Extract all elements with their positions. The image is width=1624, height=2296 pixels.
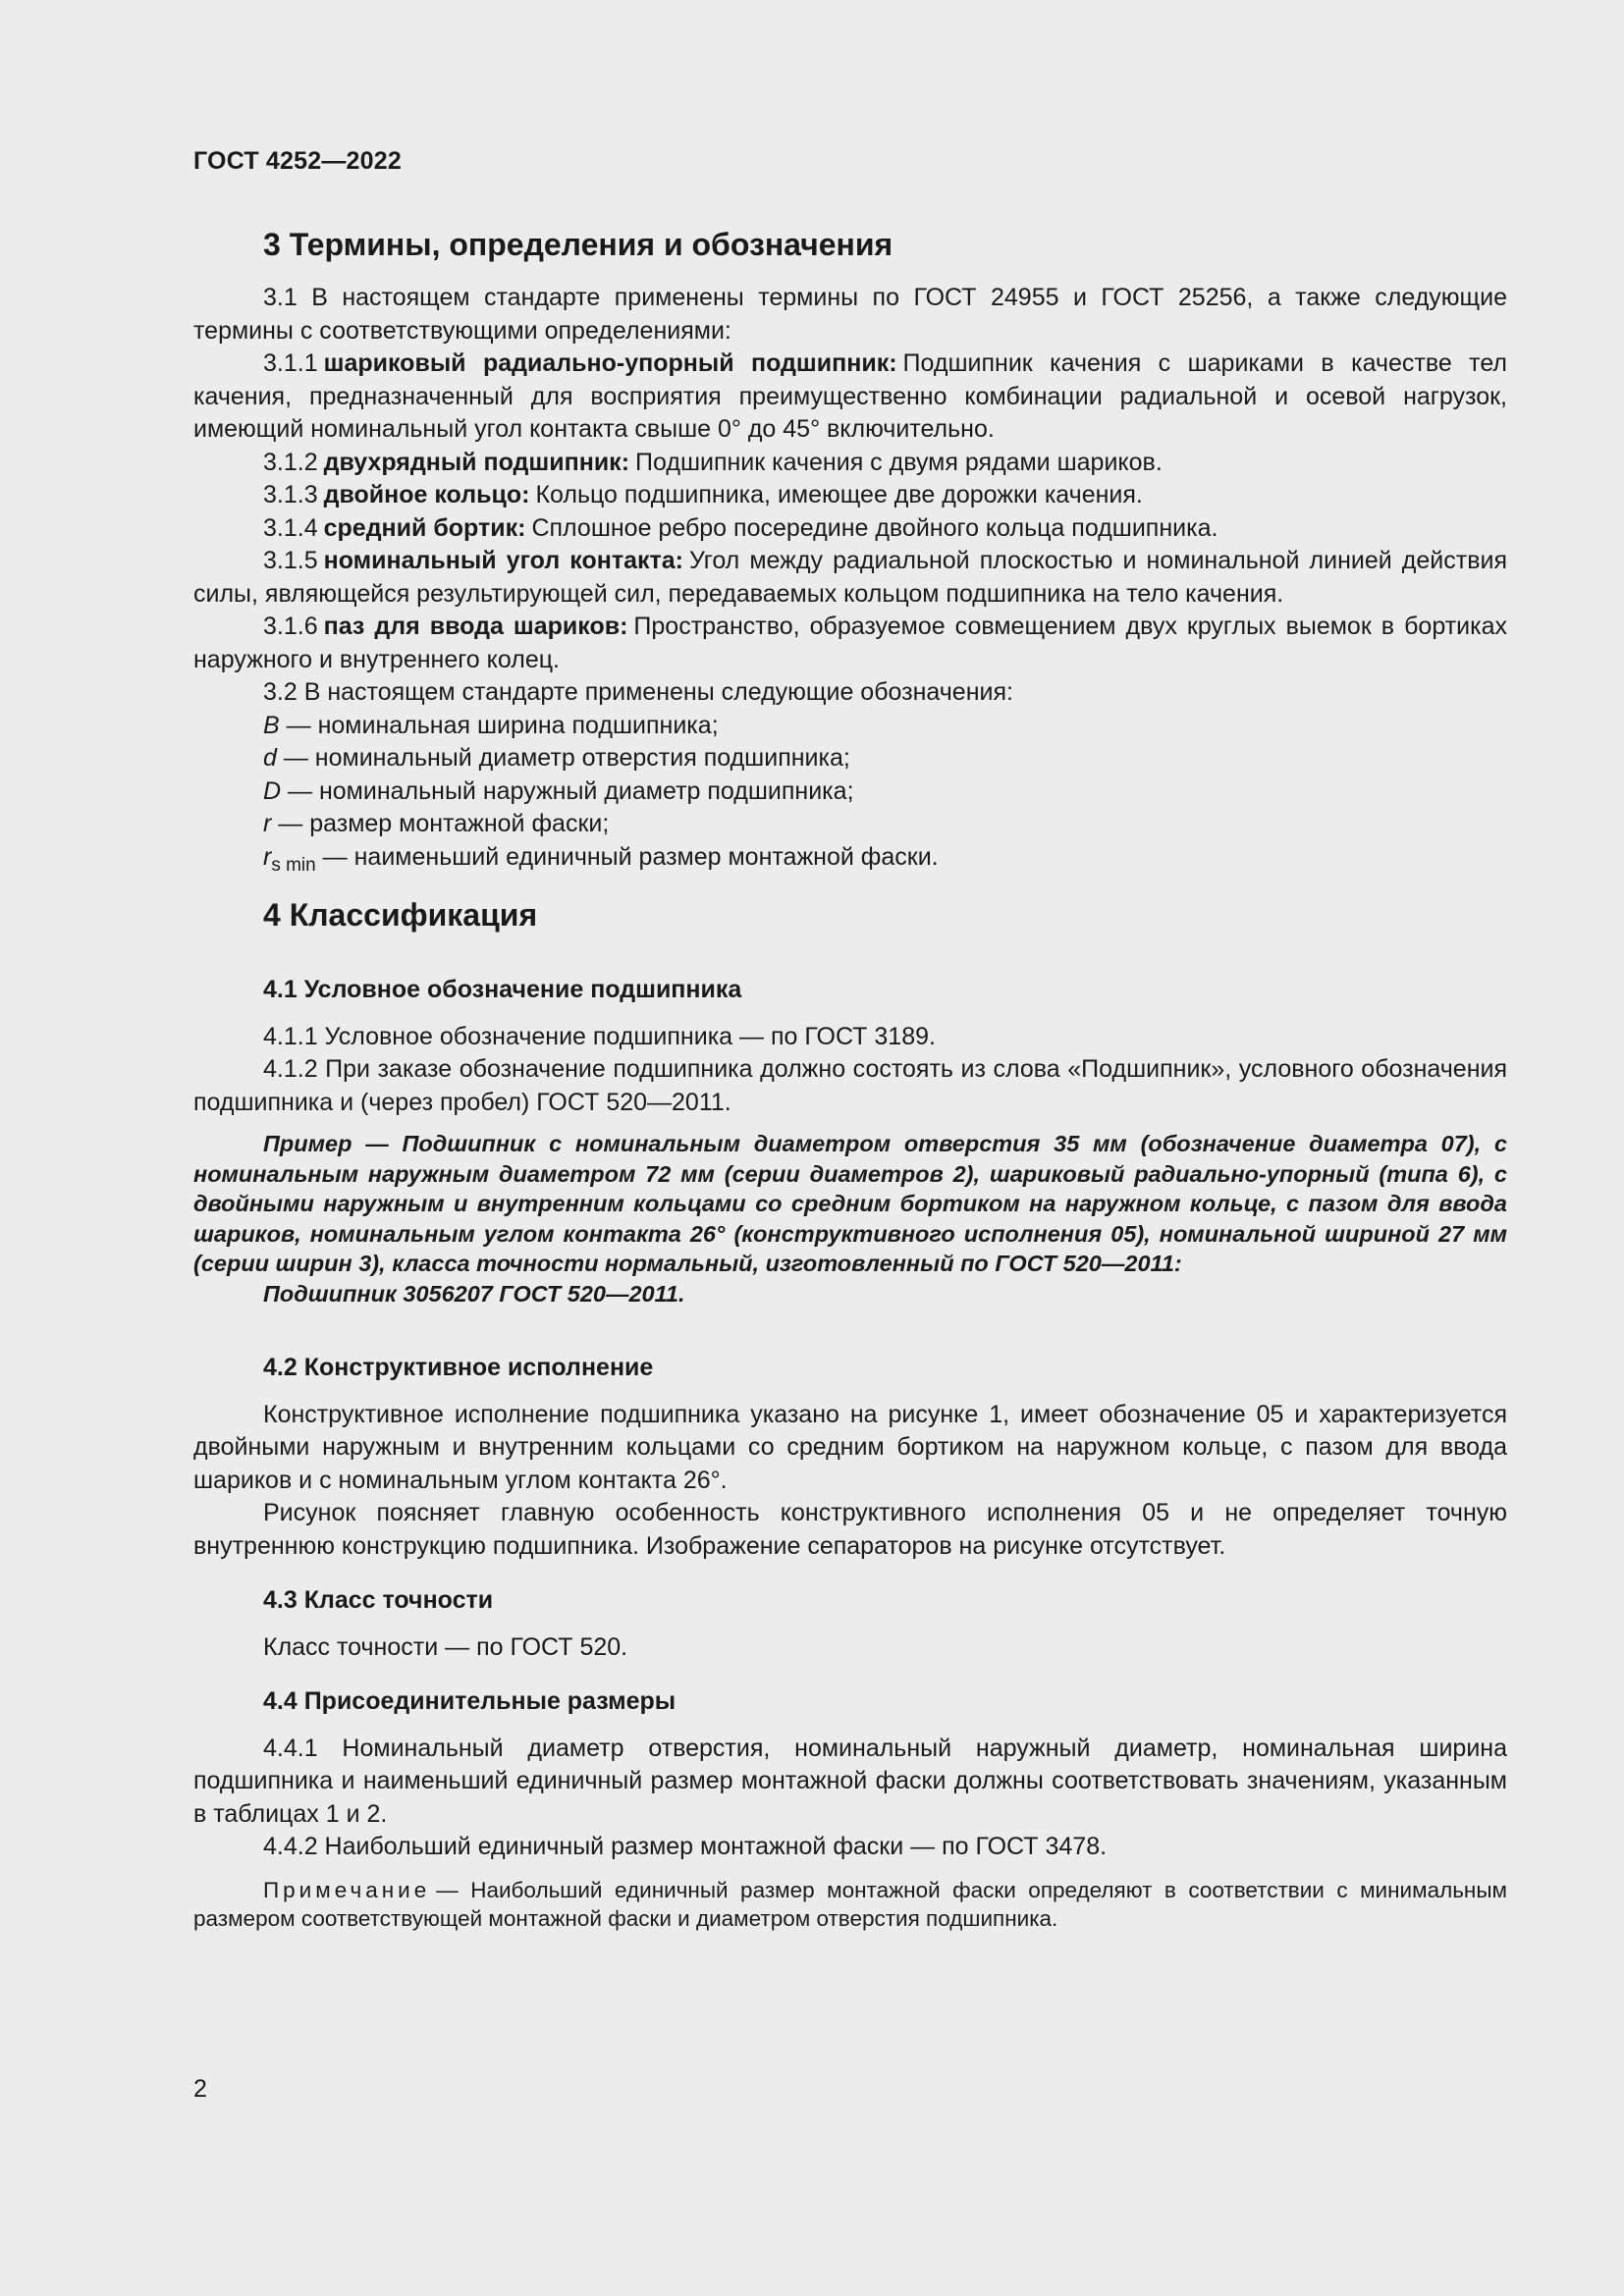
page-content bbox=[193, 221, 1507, 1934]
symbol-line-d bbox=[193, 742, 1507, 775]
term-number: 3.1.6 bbox=[263, 613, 318, 640]
term-number: 3.1.2 bbox=[263, 448, 318, 476]
page-number: 2 bbox=[193, 2075, 207, 2103]
symbol-line-D bbox=[193, 775, 1507, 809]
term-definition: Пространство, образуемое совмещением двух круглых выемок в бортиках наружного и внутреннего колец. bbox=[193, 613, 1507, 673]
symbol-description: — номинальный наружный диаметр подшипника; bbox=[281, 776, 854, 805]
paragraph-4-1-2: 4.1.2 При заказе обозначение подшипника должно состоять из слова «Подшипник», условного обозначения подшипника и (через пробел) ГОСТ 520—2011. bbox=[193, 1055, 1507, 1116]
paragraph-3-1: 3.1 В настоящем стандарте применены термины по ГОСТ 24955 и ГОСТ 25256, а также следующие термины с соответствующими определениями: bbox=[193, 284, 1507, 345]
example-result: Подшипник 3056207 ГОСТ 520—2011. bbox=[263, 1280, 685, 1307]
paragraph-4-4-1: 4.4.1 Номинальный диаметр отверстия, номинальный наружный диаметр, номинальная ширина подшипника и наименьший единичный размер монтажной фаски должны соответствовать значениям, указанным в таблицах 1 и 2. bbox=[193, 1734, 1507, 1828]
symbol: D bbox=[263, 776, 282, 805]
term-3-1-2 bbox=[193, 447, 1507, 480]
paragraph-4-2-2: Рисунок поясняет главную особенность конструктивного исполнения 05 и не определяет точную внутреннюю конструкцию подшипника. Изображение сепараторов на рисунке отсутствует. bbox=[193, 1499, 1507, 1560]
section-4-2-title: 4.2 Конструктивное исполнение bbox=[263, 1354, 654, 1381]
paragraph-4-4-2: 4.4.2 Наибольший единичный размер монтажной фаски — по ГОСТ 3478. bbox=[263, 1833, 1108, 1860]
term-number: 3.1.5 bbox=[263, 547, 318, 574]
section-4-3-title: 4.3 Класс точности bbox=[263, 1586, 494, 1614]
document-code-header: ГОСТ 4252—2022 bbox=[193, 147, 402, 175]
symbol-description: — номинальная ширина подшипника; bbox=[279, 711, 719, 739]
term-3-1-6 bbox=[193, 611, 1507, 676]
symbol-line-rs-min bbox=[193, 841, 1507, 875]
section-4-4-title: 4.4 Присоединительные размеры bbox=[263, 1687, 677, 1715]
symbol-description: — номинальный диаметр отверстия подшипника; bbox=[276, 744, 850, 772]
term-definition: Угол между радиальной плоскостью и номинальной линией действия силы, являющейся результирующей сил, передаваемых кольцом подшипника на тело качения. bbox=[193, 547, 1507, 608]
symbol: B bbox=[263, 711, 280, 739]
symbol: r bbox=[263, 810, 272, 837]
term-3-1-5 bbox=[193, 545, 1507, 611]
term-name: средний бортик: bbox=[323, 513, 526, 542]
section-4-1-title: 4.1 Условное обозначение подшипника bbox=[263, 976, 742, 1003]
note-text: — Наибольший единичный размер монтажной фаски определяют в соответствии с минимальным размером соответствующей монтажной фаски и диаметром отверстия подшипника. bbox=[193, 1877, 1507, 1931]
section-4-title: 4 Классификация bbox=[263, 897, 538, 933]
section-3-title: 3 Термины, определения и обозначения bbox=[263, 227, 893, 262]
term-number: 3.1.1 bbox=[263, 349, 318, 377]
term-definition: Кольцо подшипника, имеющее две дорожки качения. bbox=[535, 481, 1143, 508]
symbol-line-B bbox=[193, 710, 1507, 743]
term-name: паз для ввода шариков: bbox=[323, 613, 628, 640]
term-name: шариковый радиально-упорный подшипник: bbox=[323, 349, 897, 377]
example-text: Пример — Подшипник с номинальным диаметром отверстия 35 мм (обозначение диаметра 07), с номинальным наружным диаметром 72 мм (серии диаметров 2), шариковый радиально-упорный (типа 6), с двойными наружным и внутренним кольцами со средним бортиком на наружном кольце, с пазом для ввода шариков, номинальным углом контакта 26° (конструктивного исполнения 05), номинальной шириной 27 мм (серии ширин 3), класса точности нормальный, изготовленный по ГОСТ 520—2011: bbox=[193, 1131, 1507, 1276]
term-name: номинальный угол контакта: bbox=[323, 547, 683, 574]
symbol-description: — размер монтажной фаски; bbox=[271, 810, 610, 837]
term-number: 3.1.3 bbox=[263, 481, 318, 508]
paragraph-4-3: Класс точности — по ГОСТ 520. bbox=[263, 1632, 628, 1661]
note-label: Примечание bbox=[263, 1877, 431, 1902]
term-definition: Подшипник качения с двумя рядами шариков. bbox=[635, 448, 1163, 476]
term-name: двойное кольцо: bbox=[323, 481, 530, 508]
term-3-1-1 bbox=[193, 347, 1507, 447]
term-3-1-3 bbox=[193, 479, 1507, 512]
paragraph-3-2: 3.2 В настоящем стандарте применены следующие обозначения: bbox=[263, 678, 1013, 706]
symbol-line-r bbox=[193, 808, 1507, 841]
term-3-1-4 bbox=[193, 512, 1507, 546]
term-definition: Сплошное ребро посередине двойного кольца подшипника. bbox=[531, 513, 1218, 542]
paragraph-4-2-1: Конструктивное исполнение подшипника указано на рисунке 1, имеет обозначение 05 и характеризуется двойными наружным и внутренним кольцами со средним бортиком на наружном кольце, с пазом для ввода шариков и с номинальным углом контакта 26°. bbox=[193, 1400, 1507, 1494]
symbol-subscript: s min bbox=[271, 854, 316, 876]
term-number: 3.1.4 bbox=[263, 513, 318, 542]
symbol: r bbox=[263, 842, 272, 871]
note bbox=[193, 1876, 1507, 1934]
term-name: двухрядный подшипник: bbox=[323, 448, 630, 476]
term-definition: Подшипник качения с шариками в качестве тел качения, предназначенный для восприятия преимущественно комбинации радиальной и осевой нагрузок, имеющий номинальный угол контакта свыше 0° до 45° включительно. bbox=[193, 349, 1507, 443]
symbol: d bbox=[263, 744, 277, 772]
symbol-description: — наименьший единичный размер монтажной фаски. bbox=[315, 842, 939, 871]
paragraph-4-1-1: 4.1.1 Условное обозначение подшипника — по ГОСТ 3189. bbox=[263, 1022, 936, 1050]
